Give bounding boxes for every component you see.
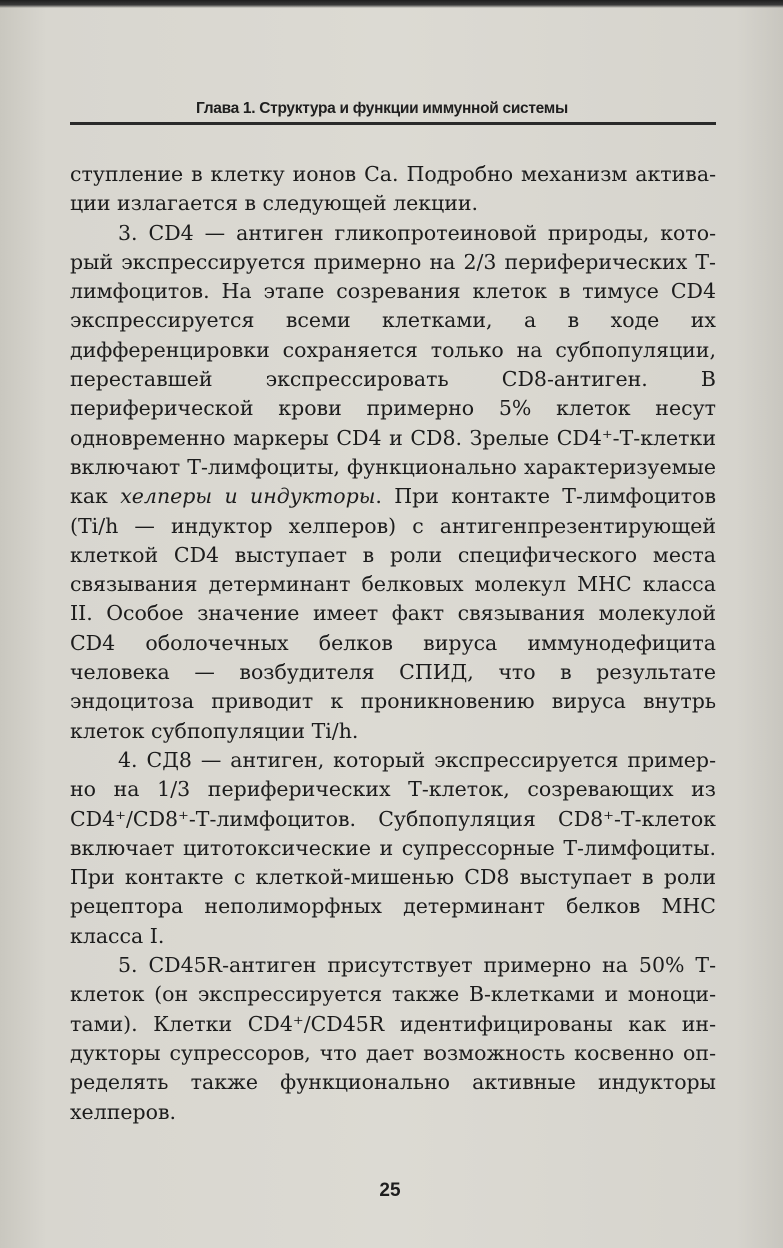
page-top-edge xyxy=(0,0,783,8)
paragraph-cd4 xyxy=(70,219,716,746)
body-text xyxy=(70,160,716,1127)
paragraph-cd45r: 5. CD45R-антиген присутствует примерно на 50% Т-клеток (он экспрессируется также В-клетками и моноцитами). Клетки CD4⁺/CD45R идентифицированы как индукторы супрессоров, что дает возможность косвенно определять также функционально активные индукторы хелперов. xyxy=(70,953,716,1124)
italic-term: хелперы и индукторы xyxy=(120,484,376,509)
paragraph-cd4-text: 3. CD4 — антиген гликопротеиновой природы, который экспрессируется примерно на 2/3 периферических Т-лимфоцитов. На этапе созревания клеток в тимусе CD4 экспрессируется всеми клетками, а в ходе их дифференцировки сохраняется только на субпопуляции, переставшей экспрессировать CD8-антиген. В периферической крови примерно 5% клеток несут одновременно маркеры CD4 и CD8. Зрелые CD4⁺-Т-клетки включают Т-лимфоциты, функционально характеризуемые как xyxy=(70,220,716,509)
paragraph-cd4-text-end: . При контакте Т-лимфоцитов (Ti/h — индуктор хелперов) с антигенпрезентирующей клеткой CD4 выступает в роли специфического места связывания детерминант белковых молекул МНС класса II. Особое значение имеет факт связывания молекулой CD4 оболочечных белков вируса иммунодефицита человека — возбудителя СПИД, что в результате эндоцитоза приводит к проникновению вируса внутрь клеток субпопуляции Ti/h. xyxy=(70,484,716,743)
paragraph-cd8: 4. СД8 — антиген, который экспрессируется примерно на 1/3 периферических Т-клеток, созревающих из CD4⁺/CD8⁺-Т-лимфоцитов. Субпопуляция CD8⁺-Т-клеток включает цитотоксические и супрессорные Т-лимфоциты. При контакте с клеткой-мишенью CD8 выступает в роли рецептора неполиморфных детерминант белков МНС класса I. xyxy=(70,747,716,948)
header-rule xyxy=(70,122,716,125)
running-head: Глава 1. Структура и функции иммунной системы xyxy=(196,100,568,117)
paragraph-continuation: ступление в клетку ионов Са. Подробно механизм активации излагается в следующей лекции. xyxy=(70,162,716,216)
page-number: 25 xyxy=(379,1180,401,1201)
